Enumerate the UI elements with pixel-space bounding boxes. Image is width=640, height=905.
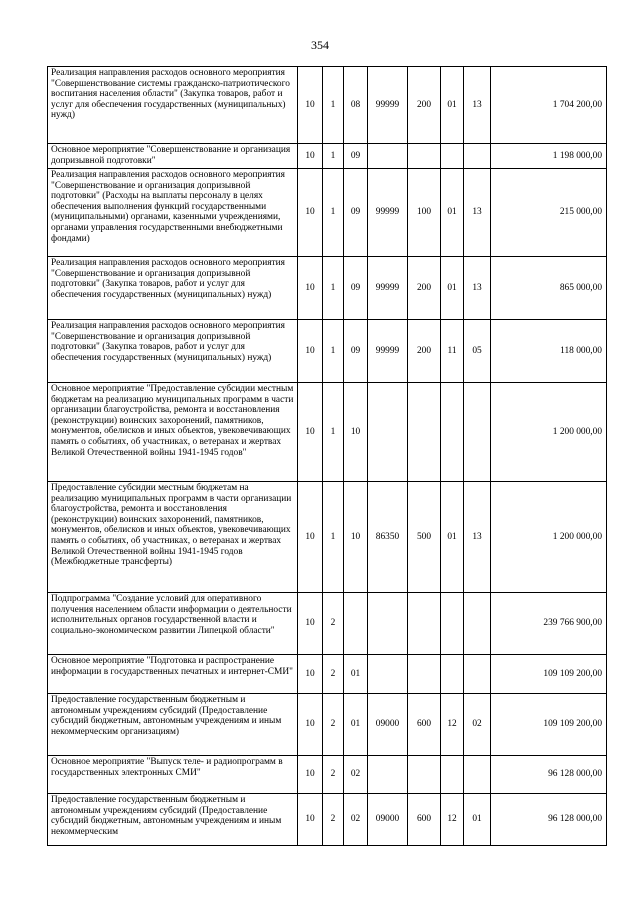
code-cell xyxy=(408,756,441,794)
row-description: Основное мероприятие "Совершенствование и организация допризывной подготовки" xyxy=(48,144,298,169)
amount-cell: 865 000,00 xyxy=(491,257,607,320)
code-cell: 10 xyxy=(344,383,368,482)
amount-cell: 96 128 000,00 xyxy=(491,794,607,846)
code-cell xyxy=(441,655,464,694)
code-cell xyxy=(441,756,464,794)
row-description: Реализация направления расходов основного мероприятия "Совершенствование системы гражданско-патриотического воспитания населения области" (Закупка товаров, работ и услуг для обеспечения государственных (муниципальных) нужд) xyxy=(48,67,298,144)
table-row xyxy=(48,383,607,482)
code-cell xyxy=(408,383,441,482)
code-cell: 02 xyxy=(344,794,368,846)
row-description: Реализация направления расходов основного мероприятия "Совершенствование и организация допризывной подготовки" (Расходы на выплаты персоналу в целях обеспечения выполнения функций государственными (муниципальными) органами, казенными учреждениями, органами управления государственными внебюджетными фондами) xyxy=(48,169,298,257)
code-cell: 12 xyxy=(441,694,464,756)
table-row xyxy=(48,655,607,694)
page-number: 354 xyxy=(311,38,329,52)
code-cell: 01 xyxy=(464,794,491,846)
code-cell: 09000 xyxy=(368,794,408,846)
code-cell: 200 xyxy=(408,67,441,144)
code-cell: 200 xyxy=(408,320,441,383)
code-cell: 09000 xyxy=(368,694,408,756)
amount-cell: 109 109 200,00 xyxy=(491,694,607,756)
budget-table xyxy=(47,66,607,846)
code-cell xyxy=(408,655,441,694)
table-row xyxy=(48,169,607,257)
code-cell xyxy=(368,756,408,794)
code-cell xyxy=(441,144,464,169)
code-cell: 02 xyxy=(344,756,368,794)
code-cell: 01 xyxy=(441,482,464,593)
code-cell: 10 xyxy=(298,655,323,694)
code-cell xyxy=(441,593,464,655)
code-cell xyxy=(408,144,441,169)
row-description: Основное мероприятие "Предоставление субсидии местным бюджетам на реализацию муниципальных программ в части организации благоустройства, ремонта и восстановления (реконструкции) воинских захоронений, памятников, монументов, обелисков и иных объектов, увековечивающих память о событиях, об участниках, о ветеранах и жертвах Великой Отечественной войны 1941-1945 годов" xyxy=(48,383,298,482)
code-cell: 99999 xyxy=(368,67,408,144)
code-cell: 1 xyxy=(323,383,344,482)
table-row xyxy=(48,794,607,846)
code-cell: 1 xyxy=(323,169,344,257)
code-cell: 1 xyxy=(323,320,344,383)
code-cell: 10 xyxy=(298,67,323,144)
table-row xyxy=(48,67,607,144)
code-cell: 600 xyxy=(408,794,441,846)
row-description: Основное мероприятие "Подготовка и распространение информации в государственных печатных и интернет-СМИ" xyxy=(48,655,298,694)
code-cell: 1 xyxy=(323,144,344,169)
code-cell xyxy=(368,383,408,482)
row-description: Предоставление государственным бюджетным и автономным учреждениям субсидий (Предоставление субсидий бюджетным, автономным учреждениям и иным некоммерческим организациям) xyxy=(48,694,298,756)
code-cell: 13 xyxy=(464,482,491,593)
code-cell: 200 xyxy=(408,257,441,320)
code-cell: 10 xyxy=(298,320,323,383)
code-cell: 10 xyxy=(298,144,323,169)
code-cell: 1 xyxy=(323,67,344,144)
code-cell xyxy=(368,655,408,694)
amount-cell: 118 000,00 xyxy=(491,320,607,383)
table-row xyxy=(48,320,607,383)
amount-cell: 109 109 200,00 xyxy=(491,655,607,694)
row-description: Предоставление субсидии местным бюджетам на реализацию муниципальных программ в части организации благоустройства, ремонта и восстановления (реконструкции) воинских захоронений, памятников, монументов, обелисков и иных объектов, увековечивающих память о событиях, об участниках, о ветеранах и жертвах Великой Отечественной войны 1941-1945 годов (Межбюджетные трансферты) xyxy=(48,482,298,593)
amount-cell: 1 704 200,00 xyxy=(491,67,607,144)
code-cell: 86350 xyxy=(368,482,408,593)
code-cell: 02 xyxy=(464,694,491,756)
row-description: Реализация направления расходов основного мероприятия "Совершенствование и организация допризывной подготовки" (Закупка товаров, работ и услуг для обеспечения государственных (муниципальных) нужд) xyxy=(48,320,298,383)
code-cell: 2 xyxy=(323,655,344,694)
code-cell: 01 xyxy=(344,655,368,694)
code-cell: 09 xyxy=(344,169,368,257)
code-cell xyxy=(368,593,408,655)
table-row xyxy=(48,482,607,593)
code-cell: 10 xyxy=(298,694,323,756)
code-cell: 09 xyxy=(344,257,368,320)
code-cell: 01 xyxy=(441,169,464,257)
code-cell: 13 xyxy=(464,67,491,144)
amount-cell: 1 200 000,00 xyxy=(491,383,607,482)
code-cell xyxy=(344,593,368,655)
code-cell: 99999 xyxy=(368,169,408,257)
amount-cell: 96 128 000,00 xyxy=(491,756,607,794)
code-cell: 1 xyxy=(323,257,344,320)
code-cell: 10 xyxy=(298,257,323,320)
code-cell: 13 xyxy=(464,257,491,320)
code-cell: 99999 xyxy=(368,257,408,320)
code-cell: 100 xyxy=(408,169,441,257)
code-cell: 2 xyxy=(323,756,344,794)
row-description: Реализация направления расходов основного мероприятия "Совершенствование и организация допризывной подготовки" (Закупка товаров, работ и услуг для обеспечения государственных (муниципальных) нужд) xyxy=(48,257,298,320)
code-cell: 10 xyxy=(344,482,368,593)
code-cell: 01 xyxy=(441,67,464,144)
code-cell xyxy=(464,593,491,655)
code-cell xyxy=(464,383,491,482)
code-cell xyxy=(464,144,491,169)
code-cell: 09 xyxy=(344,320,368,383)
code-cell: 1 xyxy=(323,482,344,593)
code-cell: 10 xyxy=(298,383,323,482)
table-row xyxy=(48,694,607,756)
code-cell: 2 xyxy=(323,694,344,756)
code-cell: 500 xyxy=(408,482,441,593)
code-cell: 08 xyxy=(344,67,368,144)
code-cell xyxy=(408,593,441,655)
table-row xyxy=(48,257,607,320)
code-cell: 11 xyxy=(441,320,464,383)
row-description: Предоставление государственным бюджетным и автономным учреждениям субсидий (Предоставление субсидий бюджетным, автономным учреждениям и иным некоммерческим xyxy=(48,794,298,846)
row-description: Основное мероприятие "Выпуск теле- и радиопрограмм в государственных электронных СМИ" xyxy=(48,756,298,794)
code-cell xyxy=(464,756,491,794)
amount-cell: 1 200 000,00 xyxy=(491,482,607,593)
table-row xyxy=(48,756,607,794)
table-row xyxy=(48,144,607,169)
amount-cell: 1 198 000,00 xyxy=(491,144,607,169)
row-description: Подпрограмма "Создание условий для оперативного получения населением области информации о деятельности исполнительных органов государственной власти и социально-экономическом развитии Липецкой области" xyxy=(48,593,298,655)
code-cell: 01 xyxy=(441,257,464,320)
code-cell: 99999 xyxy=(368,320,408,383)
code-cell: 12 xyxy=(441,794,464,846)
code-cell: 10 xyxy=(298,169,323,257)
code-cell: 05 xyxy=(464,320,491,383)
code-cell xyxy=(441,383,464,482)
amount-cell: 239 766 900,00 xyxy=(491,593,607,655)
code-cell: 10 xyxy=(298,482,323,593)
code-cell: 10 xyxy=(298,593,323,655)
code-cell: 13 xyxy=(464,169,491,257)
code-cell: 09 xyxy=(344,144,368,169)
code-cell: 10 xyxy=(298,756,323,794)
code-cell: 600 xyxy=(408,694,441,756)
code-cell: 2 xyxy=(323,593,344,655)
code-cell: 2 xyxy=(323,794,344,846)
code-cell xyxy=(464,655,491,694)
code-cell: 10 xyxy=(298,794,323,846)
table-row xyxy=(48,593,607,655)
amount-cell: 215 000,00 xyxy=(491,169,607,257)
code-cell: 01 xyxy=(344,694,368,756)
code-cell xyxy=(368,144,408,169)
